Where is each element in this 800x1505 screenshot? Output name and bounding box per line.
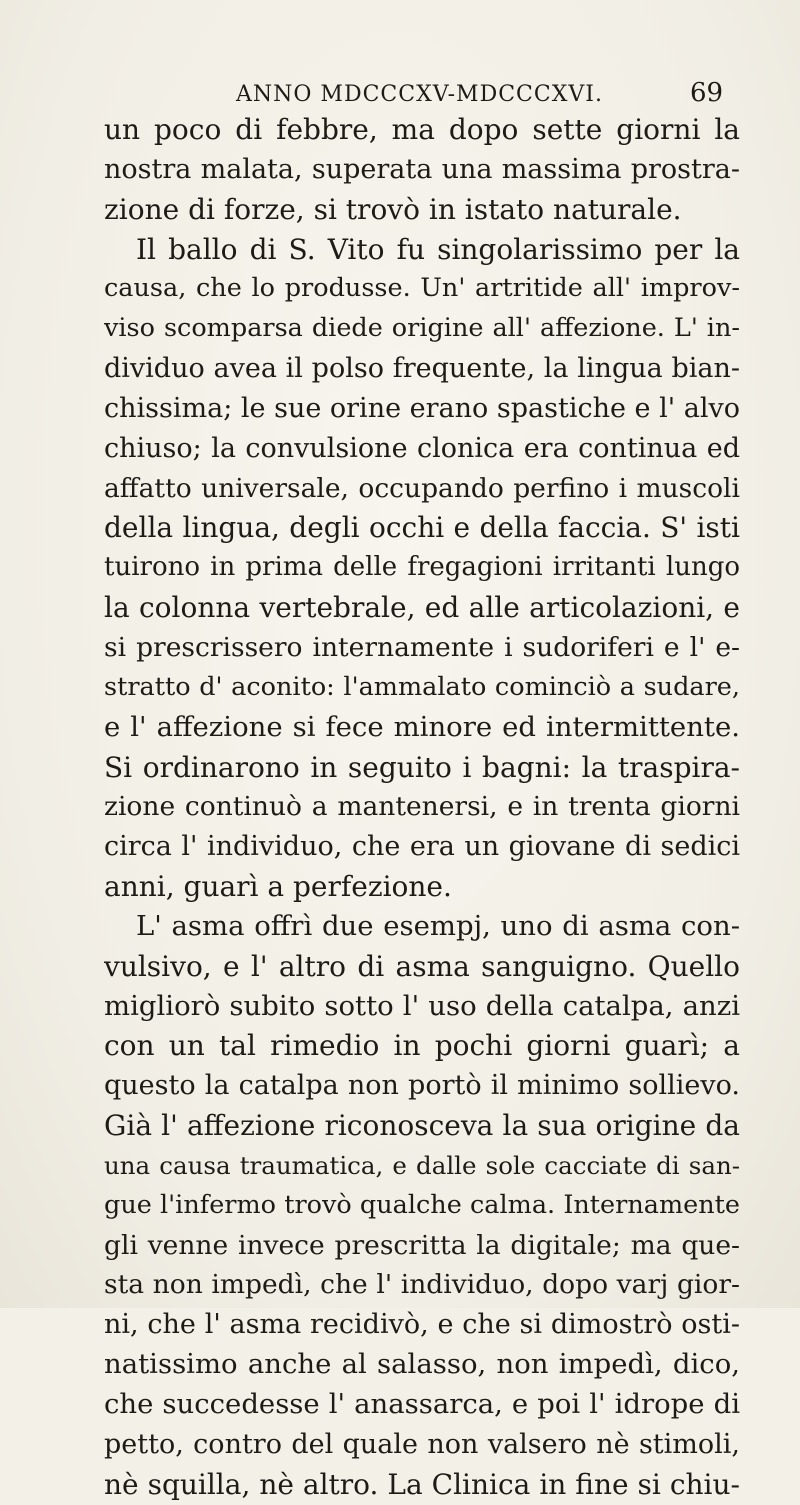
text-line: affatto universale, occupando perfino i muscoli — [104, 472, 740, 504]
text-line: della lingua, degli occhi e della faccia. S' isti — [104, 511, 740, 545]
text-line: nè squilla, nè altro. La Clinica in fine si chiu- — [104, 1467, 740, 1501]
text-line: che succedesse l' anassarca, e poi l' idrope di — [104, 1388, 740, 1420]
text-line: chiuso; la convulsione clonica era continua ed — [104, 432, 740, 464]
text-line: e l' affezione si fece minore ed intermittente. — [104, 710, 740, 743]
text-line: un poco di febbre, ma dopo sette giorni la — [104, 113, 740, 146]
text-line: si prescrissero internamente i sudoriferi e l' e- — [104, 631, 740, 663]
text-line: Già l' affezione riconosceva la sua origine da — [104, 1109, 740, 1143]
text-line: viso scomparsa diede origine all' affezione. L' in- — [104, 313, 740, 344]
text-line: una causa traumatica, e dalle sole cacciate di san- — [104, 1150, 740, 1180]
text-line: L' asma offrì due esempj, uno di asma con- — [136, 909, 740, 942]
text-line: Il ballo di S. Vito fu singolarissimo per la — [136, 232, 740, 266]
text-line: la colonna vertebrale, ed alle articolazioni, e — [104, 591, 740, 625]
text-line: vulsivo, e l' altro di asma sanguigno. Quello — [104, 949, 740, 983]
text-line: anni, guarì a perfezione. — [104, 870, 452, 904]
text-line: natissimo anche al salasso, non impedì, dico, — [104, 1348, 740, 1381]
page-header — [0, 68, 800, 108]
text-line: chissima; le sue orine erano spastiche e l' alvo — [104, 392, 740, 424]
text-line: con un tal rimedio in pochi giorni guarì; a — [104, 1029, 740, 1063]
body-text — [104, 110, 740, 1505]
text-line: questo la catalpa non portò il minimo sollievo. — [104, 1070, 740, 1102]
text-line: sta non impedì, che l' individuo, dopo varj gior- — [104, 1269, 740, 1301]
text-line: nostra malata, superata una massima prostra- — [104, 153, 740, 185]
text-line: petto, contro del quale non valsero nè stimoli, — [104, 1428, 740, 1460]
running-head: ANNO MDCCCXV-MDCCCXVI. — [236, 82, 603, 107]
text-line: stratto d' aconito: l'ammalato cominciò a sudare, — [104, 671, 740, 702]
text-line: gue l'infermo trovò qualche calma. Internamente — [104, 1189, 740, 1220]
text-line: causa, che lo produsse. Un' artritide all' improv- — [104, 273, 740, 304]
text-line: zione continuò a mantenersi, e in trenta giorni — [104, 791, 740, 823]
text-line: tuirono in prima delle fregagioni irritanti lungo — [104, 552, 740, 583]
text-line: Si ordinarono in seguito i bagni: la traspira- — [104, 750, 740, 784]
text-line: zione di forze, si trovò in istato naturale. — [104, 192, 682, 226]
text-line: migliorò subito sotto l' uso della catalpa, anzi — [104, 989, 740, 1022]
text-line: dividuo avea il polso frequente, la lingua bian- — [104, 353, 740, 385]
text-line: circa l' individuo, che era un giovane di sedici — [104, 831, 740, 863]
page-number: 69 — [690, 78, 724, 108]
text-line: gli venne invece prescritta la digitale; ma que- — [104, 1229, 740, 1261]
text-line: ni, che l' asma recidivò, e che si dimostrò osti- — [104, 1309, 740, 1341]
